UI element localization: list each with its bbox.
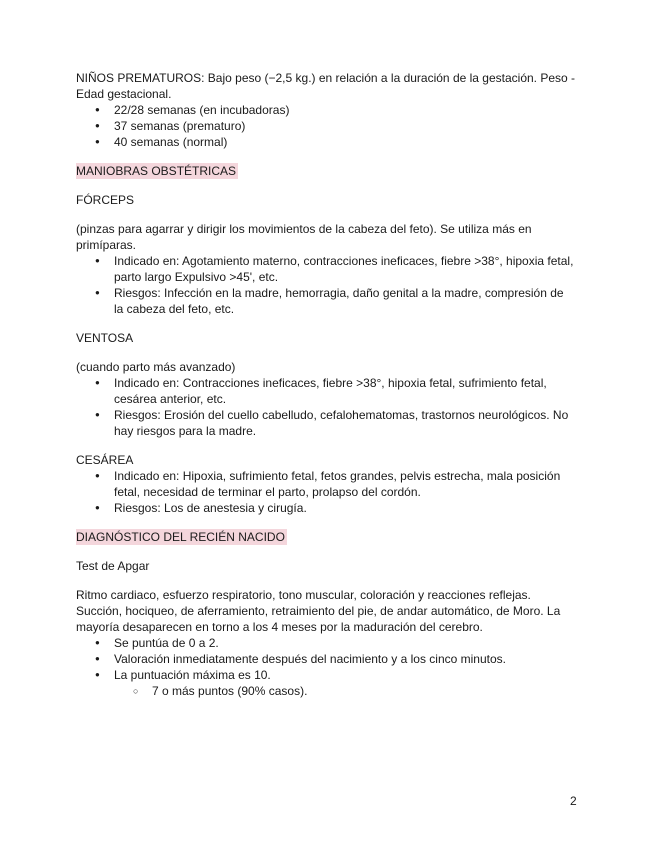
list-item: ● 37 semanas (prematuro): [76, 118, 576, 134]
list-item: ● Valoración inmediatamente después del nacimiento y a los cinco minutos.: [76, 651, 576, 667]
apgar-list: [76, 635, 576, 683]
cesarea-list: [76, 468, 576, 516]
list-item: ● 40 semanas (normal): [76, 134, 576, 150]
list-item: ● Se puntúa de 0 a 2.: [76, 635, 576, 651]
subsection-title: FÓRCEPS: [76, 193, 135, 207]
apgar-description: Ritmo cardiaco, esfuerzo respiratorio, tono muscular, coloración y reacciones reflejas. Succión, hociqueo, de aferramiento, retraimiento del pie, de andar automático, de Moro. La mayoría desaparecen en torno a los 4 meses por la maduración del cerebro.: [76, 588, 561, 634]
list-item: ○ 7 o más puntos (90% casos).: [76, 683, 576, 699]
list-item: ● Indicado en: Hipoxia, sufrimiento fetal, fetos grandes, pelvis estrecha, mala posición fetal, necesidad de terminar el parto, prolapso del cordón.: [76, 468, 576, 500]
list-item: ● Indicado en: Contracciones ineficaces, fiebre >38°, hipoxia fetal, sufrimiento fetal, cesárea anterior, etc.: [76, 375, 576, 407]
ventosa-list: [76, 375, 576, 439]
forceps-list: [76, 253, 576, 317]
ventosa-description: (cuando parto más avanzado): [76, 360, 236, 374]
section-heading: MANIOBRAS OBSTÉTRICAS: [76, 164, 237, 178]
section-heading: DIAGNÓSTICO DEL RECIÉN NACIDO: [76, 530, 285, 544]
intro-paragraph: NIÑOS PREMATUROS: Bajo peso (−2,5 kg.) en relación a la duración de la gestación. Peso - Edad gestacional.: [76, 71, 576, 101]
gestation-list: [76, 102, 576, 150]
list-item: ● Riesgos: Erosión del cuello cabelludo, cefalohematomas, trastornos neurológicos. No hay riesgos para la madre.: [76, 407, 576, 439]
apgar-sublist: [76, 683, 576, 699]
list-item: ● Indicado en: Agotamiento materno, contracciones ineficaces, fiebre >38°, hipoxia fetal, parto largo Expulsivo >45', etc.: [76, 253, 576, 285]
list-item: ● Riesgos: Los de anestesia y cirugía.: [76, 500, 576, 516]
forceps-description: (pinzas para agarrar y dirigir los movimientos de la cabeza del feto). Se utiliza más en primíparas.: [76, 222, 532, 252]
subsection-title: VENTOSA: [76, 331, 134, 345]
list-item: ● 22/28 semanas (en incubadoras): [76, 102, 576, 118]
list-item: ● La puntuación máxima es 10.: [76, 667, 576, 683]
document-page: [76, 70, 576, 699]
list-item: ● Riesgos: Infección en la madre, hemorragia, daño genital a la madre, compresión de la cabeza del feto, etc.: [76, 285, 576, 317]
subsection-title: CESÁREA: [76, 453, 134, 467]
page-number: 2: [570, 794, 577, 808]
subsection-title: Test de Apgar: [76, 559, 150, 573]
